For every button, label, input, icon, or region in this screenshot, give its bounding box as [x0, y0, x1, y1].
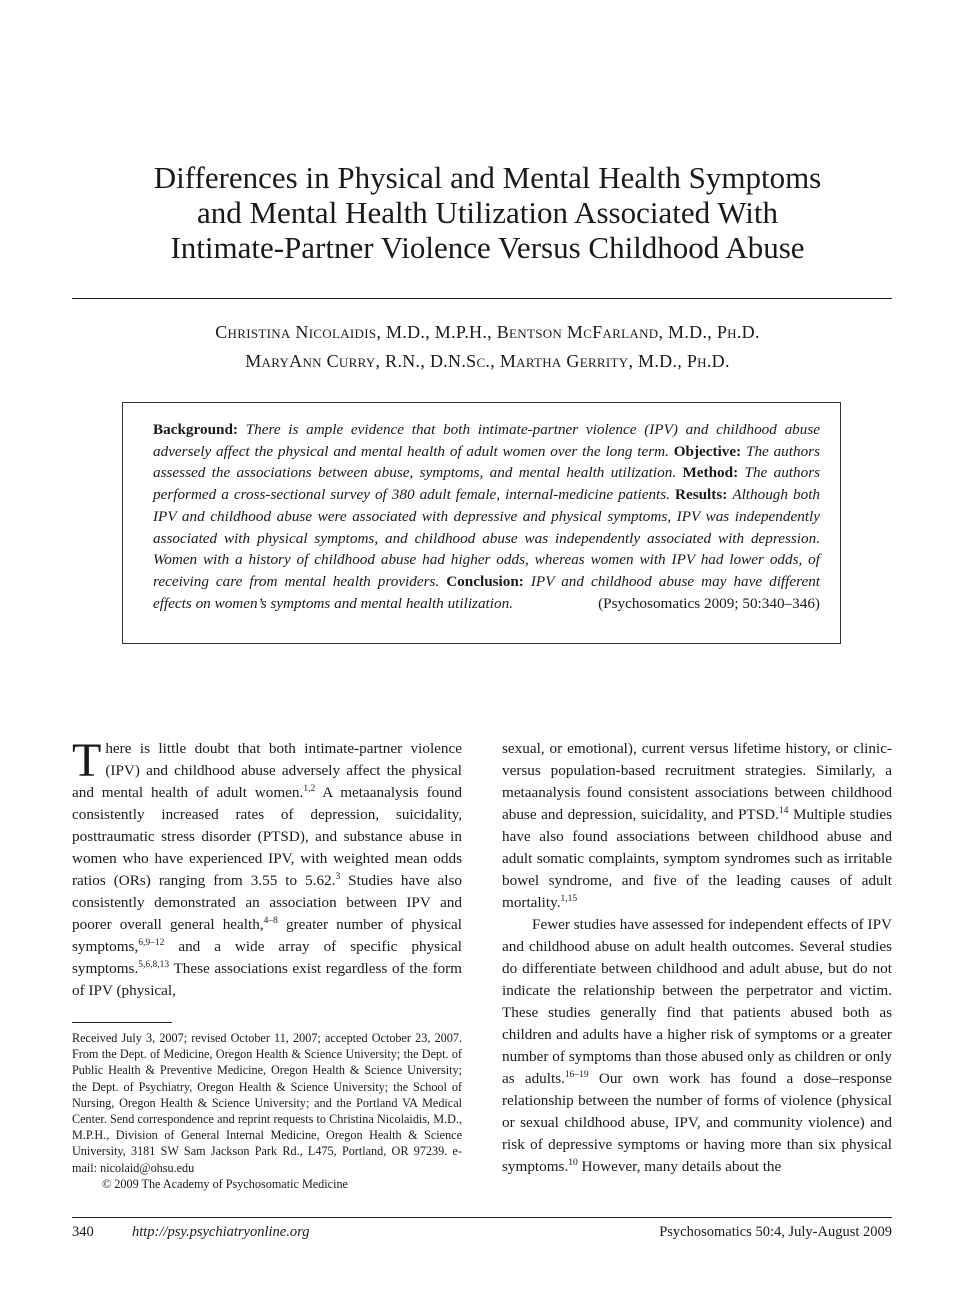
objective-label: Objective: [673, 442, 742, 460]
body-text: A metaanalysis found consistently increased rates of depression, suicidality, posttraumatic stress disorder (PTSD), and substance abuse in women who have experienced IPV, with weighted mean odds ratios (ORs) ranging from 3.55 to 5.62. [72, 784, 463, 889]
ref-link[interactable]: 3 [335, 872, 341, 882]
author-list [80, 318, 895, 376]
results-text: Although both IPV and childhood abuse were associated with depressive and physical symptoms, IPV was independently associated with physical symptoms, and childhood abuse was independently associated with depression. Women with a history of childhood abuse had higher odds, whereas women with IPV had lower odds, of receiving care from mental health providers. [153, 486, 821, 590]
ref-link[interactable]: 5,6,8,13 [138, 960, 170, 970]
body-text: Studies have also consistently demonstrated an association between IPV and poorer overall general health, [72, 872, 463, 933]
body-text: here is little doubt that both intimate-partner violence (IPV) and childhood abuse adversely affect the physical and mental health of adult women. [72, 740, 462, 801]
title-line-3: Intimate-Partner Violence Versus Childhood Abuse [170, 230, 805, 265]
background-label: Background: [153, 421, 238, 438]
body-text: However, many details about the [577, 1158, 782, 1175]
ref-link[interactable]: 6,9–12 [138, 938, 165, 948]
title-divider [72, 298, 892, 299]
footnote-text: Received July 3, 2007; revised October 11, 2007; accepted October 23, 2007. From the Dept. of Medicine, Oregon Health & Science University; the Dept. of Public Health & Preventive Medicine, Oregon Health & Science University; the Dept. of Psychiatry, Oregon Health & Science University; the School of Nursing, Oregon Health & Science University; and the Portland VA Medical Center. Send correspondence and reprint requests to Christina Nicolaidis, M.D., M.P.H., Division of General Internal Medicine, Oregon Health & Science University, 3181 SW Sam Jackson Park Rd., L475, Portland, OR 97239. e-mail: nicolaid@ohsu.edu [72, 1031, 462, 1175]
objective-text: The authors assessed the associations between abuse, symptoms, and mental health utilization. [153, 442, 821, 482]
journal-url-link[interactable]: http://psy.psychiatryonline.org [132, 1224, 310, 1240]
title-line-1: Differences in Physical and Mental Health Symptoms [153, 160, 822, 195]
background-text: There is ample evidence that both intimate-partner violence (IPV) and childhood abuse adversely affect the physical and mental health of adult women over the long term. [153, 421, 821, 460]
body-paragraph [502, 914, 892, 1178]
ref-link[interactable]: 10 [568, 1158, 578, 1168]
results-label: Results: [674, 486, 728, 504]
footer-divider [72, 1217, 892, 1218]
body-text: sexual, or emotional), current versus lifetime history, or clinic- versus population-based recruitment strategies. Similarly, a metaanalysis found consistent associations between childhood abuse and depression, suicidality, and PTSD. [502, 740, 892, 823]
title-line-2: and Mental Health Utilization Associated With [196, 195, 779, 230]
body-column-left [72, 734, 463, 1002]
body-text: Our own work has found a dose–response relationship between the number of forms of violence (physical or sexual childhood abuse, IPV, and community violence) and risk of depressive symptoms or having more than six physical symptoms. [502, 1070, 892, 1175]
body-column-right [502, 738, 892, 1178]
body-text: Multiple studies have also found associations between childhood abuse and adult somatic complaints, symptom syndromes such as irritable bowel syndrome, and five of the leading causes of adult mortality. [502, 806, 892, 911]
ref-link[interactable]: 16–19 [564, 1070, 589, 1080]
ref-link[interactable]: 14 [778, 806, 789, 816]
ref-link[interactable]: 4–8 [263, 916, 278, 926]
article-title [80, 160, 895, 265]
intro-paragraph [72, 734, 463, 1002]
conclusion-text: IPV and childhood abuse may have different effects on women’s symptoms and mental health utilization. [153, 572, 821, 612]
citation: (Psychosomatics 2009; 50:340–346) [598, 594, 820, 612]
conclusion-label: Conclusion: [446, 572, 524, 590]
body-text: greater number of physical symptoms, [72, 916, 462, 955]
page-number: 340 [72, 1224, 94, 1240]
method-text: The authors performed a cross-sectional survey of 380 adult female, internal-medicine patients. [153, 464, 821, 504]
drop-cap: T [72, 734, 102, 787]
body-text: and a wide array of specific physical symptoms. [72, 938, 462, 977]
copyright: © 2009 The Academy of Psychosomatic Medicine [102, 1176, 348, 1191]
authors-line-1: Christina Nicolaidis, M.D., M.P.H., Bentson McFarland, M.D., Ph.D. [215, 322, 760, 342]
footnote [72, 1030, 462, 1192]
journal-citation: Psychosomatics 50:4, July-August 2009 [659, 1224, 892, 1240]
body-paragraph [502, 738, 892, 914]
ref-link[interactable]: 1,15 [560, 894, 578, 904]
ref-link[interactable]: 1,2 [303, 784, 316, 794]
authors-line-2: MaryAnn Curry, R.N., D.N.Sc., Martha Gerrity, M.D., Ph.D. [245, 351, 730, 371]
abstract-text [153, 419, 820, 614]
method-label: Method: [682, 464, 739, 482]
footnote-divider [72, 1022, 172, 1023]
body-text: These associations exist regardless of the form of IPV (physical, [72, 960, 462, 999]
body-text: Fewer studies have assessed for independent effects of IPV and childhood abuse on adult health outcomes. Several studies do differentiate between childhood and adult abuse, but do not indicate the relationship between the perpetrator and victim. These studies generally find that patients abused both as children and adults have a higher risk of symptoms or a greater number of symptoms than those abused only as children or only as adults. [502, 916, 892, 1087]
abstract-box [122, 402, 841, 644]
